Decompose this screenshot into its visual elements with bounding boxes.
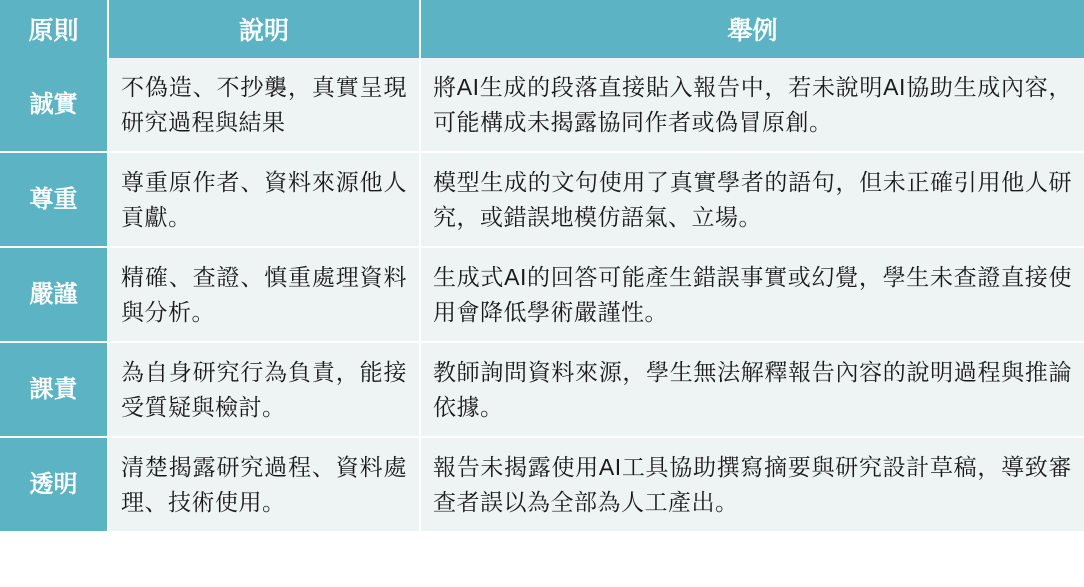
cell-description: 為自身研究行為負責，能接受質疑與檢討。: [108, 342, 420, 437]
cell-principle: 誠實: [0, 58, 108, 152]
table-row: [0, 152, 1084, 247]
table-body: [0, 58, 1084, 531]
cell-principle: 嚴謹: [0, 247, 108, 342]
cell-description: 清楚揭露研究過程、資料處理、技術使用。: [108, 437, 420, 531]
cell-example: 生成式AI的回答可能產生錯誤事實或幻覺，學生未查證直接使用會降低學術嚴謹性。: [420, 247, 1084, 342]
table-row: [0, 58, 1084, 152]
cell-example: 模型生成的文句使用了真實學者的語句，但未正確引用他人研究，或錯誤地模仿語氣、立場。: [420, 152, 1084, 247]
column-header-example: 舉例: [420, 0, 1084, 58]
cell-example: 將AI生成的段落直接貼入報告中，若未說明AI協助生成內容，可能構成未揭露協同作者或偽冒原創。: [420, 58, 1084, 152]
table-row: [0, 247, 1084, 342]
cell-principle: 尊重: [0, 152, 108, 247]
cell-example: 報告未揭露使用AI工具協助撰寫摘要與研究設計草稿，導致審查者誤以為全部為人工產出。: [420, 437, 1084, 531]
table-row: [0, 437, 1084, 531]
table-row: [0, 342, 1084, 437]
table-header: [0, 0, 1084, 58]
cell-description: 不偽造、不抄襲，真實呈現研究過程與結果: [108, 58, 420, 152]
column-header-description: 說明: [108, 0, 420, 58]
cell-description: 精確、查證、慎重處理資料與分析。: [108, 247, 420, 342]
cell-principle: 課責: [0, 342, 108, 437]
table-header-row: [0, 0, 1084, 58]
cell-description: 尊重原作者、資料來源他人貢獻。: [108, 152, 420, 247]
cell-example: 教師詢問資料來源，學生無法解釋報告內容的說明過程與推論依據。: [420, 342, 1084, 437]
column-header-principle: 原則: [0, 0, 108, 58]
cell-principle: 透明: [0, 437, 108, 531]
